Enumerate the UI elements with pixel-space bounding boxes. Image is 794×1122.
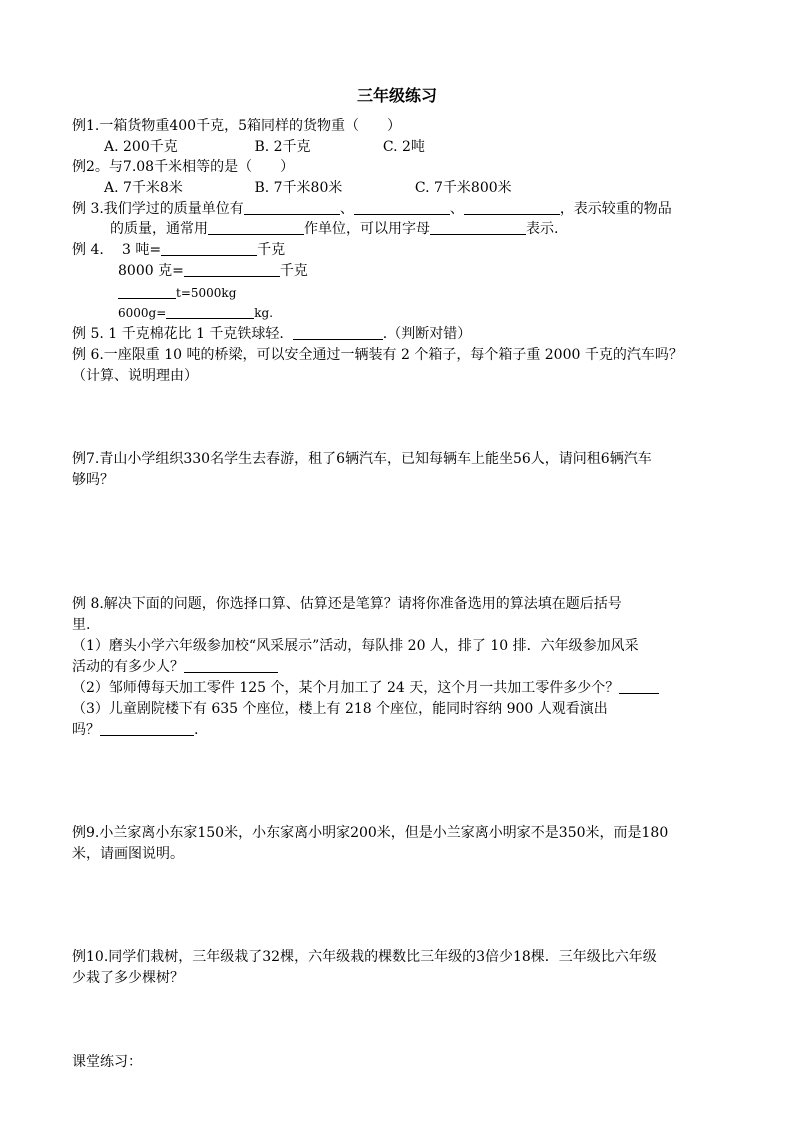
ex3-text-f: 作单位，可以用字母	[304, 221, 430, 237]
ex2-options	[104, 178, 512, 198]
ex3-blank-1[interactable]	[244, 200, 340, 215]
ex2-option-b: B. 7千米80米	[254, 180, 343, 196]
ex2-question: 例2。与7.08千米相等的是（ ）	[72, 159, 295, 175]
ex5-text-b: .（判断对错）	[382, 326, 472, 342]
ex8-blank-3[interactable]	[100, 721, 194, 736]
ex4-l3: t=5000kg	[176, 286, 237, 300]
ex4-l2-left: 8000 克=	[118, 263, 184, 279]
ex10-line-1: 例10.同学们栽树，三年级栽了32棵，六年级栽的棵数比三年级的3倍少18棵．三年级比六年级	[72, 949, 657, 965]
practice-heading: 课堂练习：	[72, 1054, 142, 1070]
ex4-l4-left: 6000g=	[118, 306, 167, 320]
ex4-blank-1[interactable]	[161, 241, 257, 256]
ex4-l1-left: 3 吨=	[122, 242, 162, 258]
ex4-blank-3[interactable]	[118, 284, 176, 299]
ex8-q3-line-1: （3）儿童剧院楼下有 635 个座位，楼上有 218 个座位，能同时容纳 900 人观看演出	[72, 701, 608, 717]
ex4-label: 例 4.	[72, 242, 104, 258]
ex5-blank[interactable]	[293, 325, 383, 340]
ex3-text-d: ，表示较重的物品	[559, 201, 672, 217]
ex3-line-1	[72, 199, 672, 219]
ex3-text-e: 的质量，通常用	[110, 221, 208, 237]
ex3-blank-5[interactable]	[430, 220, 526, 235]
ex4-line-3	[118, 283, 236, 303]
ex8-q1-line-1: （1）磨头小学六年级参加校“风采展示”活动，每队排 20 人，排了 10 排．六年级参加风采	[72, 638, 639, 654]
ex4-l2-right: 千克	[279, 263, 308, 279]
ex8-line-2: 里.	[72, 617, 91, 633]
ex4-line-1	[72, 240, 285, 260]
ex8-q3-line-2	[72, 720, 198, 740]
ex5-line	[72, 324, 471, 344]
ex1-option-b: B. 2千克	[254, 139, 311, 155]
ex8-line-1: 例 8.解决下面的问题，你选择口算、估算还是笔算？请将你准备选用的算法填在题后括号	[72, 596, 622, 612]
ex4-line-2	[118, 261, 308, 281]
ex8-q3-text: 吗？	[72, 722, 100, 738]
ex7-line-2: 够吗？	[72, 472, 114, 488]
ex3-text-g: 表示.	[526, 221, 559, 237]
ex8-q3-end: .	[194, 722, 199, 738]
ex9-line-1: 例9.小兰家离小东家150米，小东家离小明家200米，但是小兰家离小明家不是350米，而是180	[72, 825, 669, 841]
ex3-blank-3[interactable]	[464, 200, 560, 215]
ex4-blank-4[interactable]	[166, 304, 254, 319]
ex4-l1-right: 千克	[257, 242, 286, 258]
ex8-q1-text: 活动的有多少人？	[72, 659, 184, 675]
ex4-blank-2[interactable]	[184, 262, 280, 277]
ex3-line-2	[110, 219, 558, 239]
ex3-blank-2[interactable]	[354, 200, 450, 215]
ex7-line-1: 例7.青山小学组织330名学生去春游，租了6辆汽车，已知每辆车上能坐56人，请问租6辆汽车	[72, 451, 652, 467]
ex8-blank-2[interactable]	[619, 679, 659, 694]
ex3-text-c: 、	[449, 201, 464, 217]
ex8-q2-text: （2）邹师傅每天加工零件 125 个，某个月加工了 24 天，这个月一共加工零件多少个？	[72, 680, 620, 696]
ex2-option-c: C. 7千米800米	[414, 180, 512, 196]
ex10-line-2: 少栽了多少棵树？	[72, 970, 184, 986]
ex8-blank-1[interactable]	[184, 658, 278, 673]
ex6-line-1: 例 6.一座限重 10 吨的桥梁，可以安全通过一辆装有 2 个箱子，每个箱子重 2000 千克的汽车吗？	[72, 347, 683, 363]
ex1-question: 例1.一箱货物重400千克，5箱同样的货物重（ ）	[72, 118, 401, 134]
ex3-text-b: 、	[339, 201, 354, 217]
ex4-line-4	[118, 303, 273, 323]
ex6-line-2: （计算、说明理由）	[72, 368, 198, 384]
ex1-option-a: A. 200千克	[104, 139, 178, 155]
ex1-options	[104, 137, 425, 157]
ex8-q1-line-2	[72, 657, 278, 677]
ex8-q2-line	[72, 678, 659, 698]
ex5-text-a: 例 5. 1 千克棉花比 1 千克铁球轻.	[72, 326, 284, 342]
ex3-text-a: 例 3.我们学过的质量单位有	[72, 201, 244, 217]
ex2-option-a: A. 7千米8米	[104, 180, 183, 196]
ex1-option-c: C. 2吨	[382, 139, 425, 155]
ex4-l4-right: kg.	[254, 306, 274, 320]
ex3-blank-4[interactable]	[208, 220, 304, 235]
page-title: 三年级练习	[356, 86, 437, 105]
ex9-line-2: 米，请画图说明。	[72, 846, 184, 862]
